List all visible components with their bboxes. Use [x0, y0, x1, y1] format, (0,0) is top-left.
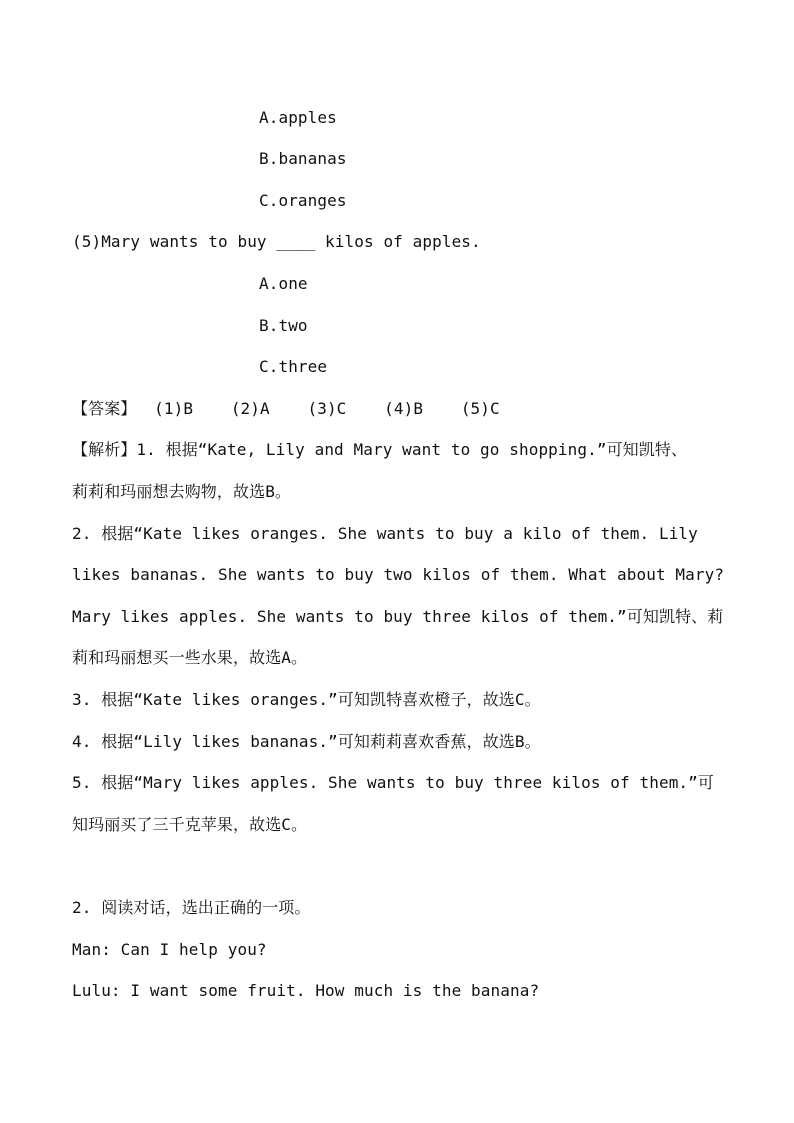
answer-item: (2)A — [230, 399, 270, 418]
answer-item: (1)B — [154, 399, 194, 418]
option-c-three: C.three — [259, 357, 328, 376]
analysis-line: 5. 根据“Mary likes apples. She wants to buy three kilos of them.”可 — [72, 773, 715, 792]
dialogue-line: Man: Can I help you? — [72, 940, 267, 959]
analysis-line: 4. 根据“Lily likes bananas.”可知莉莉喜欢香蕉，故选B。 — [72, 732, 541, 751]
answer-item: (4)B — [384, 399, 424, 418]
option-b-two: B.two — [259, 316, 308, 335]
question-2-title: 2. 阅读对话，选出正确的一项。 — [72, 898, 311, 917]
analysis-line: likes bananas. She wants to buy two kilos of them. What about Mary? — [72, 565, 725, 584]
dialogue-line: Lulu: I want some fruit. How much is the banana? — [72, 981, 540, 1000]
analysis-line: Mary likes apples. She wants to buy three kilos of them.”可知凯特、莉 — [72, 607, 724, 626]
analysis-line: 3. 根据“Kate likes oranges.”可知凯特喜欢橙子，故选C。 — [72, 690, 541, 709]
option-a-one: A.one — [259, 274, 308, 293]
analysis-line: 莉莉和玛丽想去购物，故选B。 — [72, 482, 292, 501]
answer-key — [72, 399, 528, 419]
analysis-line: 【解析】1. 根据“Kate, Lily and Mary want to go shopping.”可知凯特、 — [72, 440, 688, 459]
option-b-bananas: B.bananas — [259, 149, 347, 168]
answer-item: (5)C — [460, 399, 500, 418]
answer-item: (3)C — [307, 399, 347, 418]
analysis-line: 莉和玛丽想买一些水果，故选A。 — [72, 648, 308, 667]
option-a-apples: A.apples — [259, 108, 337, 127]
answer-label: 【答案】 — [72, 399, 137, 418]
analysis-line: 2. 根据“Kate likes oranges. She wants to buy a kilo of them. Lily — [72, 524, 698, 543]
analysis-line: 知玛丽买了三千克苹果，故选C。 — [72, 815, 308, 834]
option-c-oranges: C.oranges — [259, 191, 347, 210]
question-5-stem: (5)Mary wants to buy ____ kilos of apples. — [72, 232, 481, 251]
